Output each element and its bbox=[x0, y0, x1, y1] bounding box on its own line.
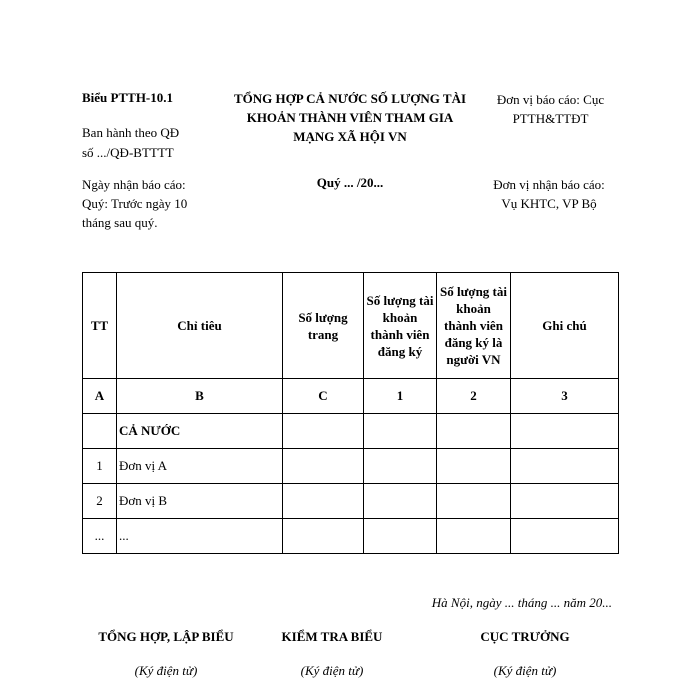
table-row bbox=[83, 519, 619, 554]
empty-cell bbox=[364, 519, 437, 554]
receive-date-line-1: Ngày nhận báo cáo: bbox=[82, 177, 186, 192]
empty-cell bbox=[511, 414, 619, 449]
report-table bbox=[82, 272, 619, 554]
row-name: Đơn vị B bbox=[117, 484, 283, 519]
empty-cell bbox=[364, 449, 437, 484]
code-cell: B bbox=[117, 379, 283, 414]
title-line-2: KHOẢN THÀNH VIÊN THAM GIA bbox=[246, 110, 454, 125]
signer-note-director: (Ký điện tử) bbox=[493, 663, 557, 678]
quarter-label: Quý ... /20... bbox=[316, 175, 384, 190]
header-indicator: Chỉ tiêu bbox=[117, 273, 283, 379]
empty-cell bbox=[511, 484, 619, 519]
row-name: CẢ NƯỚC bbox=[117, 414, 283, 449]
receive-date-note bbox=[82, 175, 232, 232]
signer-title-checker: KIỂM TRA BIỂU bbox=[281, 629, 383, 644]
table-header-row bbox=[83, 273, 619, 379]
column-code-row bbox=[83, 379, 619, 414]
header-vn-accounts: Số lượng tài khoản thành viên đăng ký là người VN bbox=[437, 273, 511, 379]
empty-cell bbox=[437, 519, 511, 554]
report-unit-line-2: PTTH&TTĐT bbox=[512, 111, 589, 126]
issued-line-1: Ban hành theo QĐ bbox=[82, 125, 180, 140]
header-page-count: Số lượng trang bbox=[283, 273, 364, 379]
empty-cell bbox=[364, 414, 437, 449]
signer-note-compiler: (Ký điện tử) bbox=[134, 663, 198, 678]
table-row bbox=[83, 449, 619, 484]
reporting-unit bbox=[488, 90, 613, 128]
table-row bbox=[83, 484, 619, 519]
empty-cell bbox=[283, 449, 364, 484]
form-code: Biểu PTTH-10.1 bbox=[82, 90, 174, 105]
code-cell: 2 bbox=[437, 379, 511, 414]
table-row bbox=[83, 414, 619, 449]
empty-cell bbox=[283, 414, 364, 449]
issued-by-note bbox=[82, 123, 232, 163]
row-tt bbox=[83, 414, 117, 449]
row-name: Đơn vị A bbox=[117, 449, 283, 484]
receive-unit-line-1: Đơn vị nhận báo cáo: bbox=[493, 177, 605, 192]
code-cell: 3 bbox=[511, 379, 619, 414]
code-cell: A bbox=[83, 379, 117, 414]
receiving-unit bbox=[480, 175, 618, 213]
empty-cell bbox=[283, 484, 364, 519]
report-unit-line-1: Đơn vị báo cáo: Cục bbox=[496, 92, 605, 107]
code-cell: 1 bbox=[364, 379, 437, 414]
empty-cell bbox=[437, 484, 511, 519]
signer-note-checker: (Ký điện tử) bbox=[300, 663, 364, 678]
empty-cell bbox=[283, 519, 364, 554]
receive-unit-line-2: Vụ KHTC, VP Bộ bbox=[501, 196, 597, 211]
empty-cell bbox=[511, 519, 619, 554]
row-name: ... bbox=[117, 519, 283, 554]
header-notes: Ghi chú bbox=[511, 273, 619, 379]
title-line-3: MẠNG XÃ HỘI VN bbox=[293, 129, 407, 144]
signer-title-director: CỤC TRƯỞNG bbox=[480, 629, 570, 644]
empty-cell bbox=[437, 449, 511, 484]
row-tt: 2 bbox=[83, 484, 117, 519]
code-cell: C bbox=[283, 379, 364, 414]
receive-date-line-3: tháng sau quý. bbox=[82, 215, 158, 230]
date-place: Hà Nội, ngày ... tháng ... năm 20... bbox=[431, 595, 612, 610]
receive-date-line-2: Quý: Trước ngày 10 bbox=[82, 196, 188, 211]
header-tt: TT bbox=[83, 273, 117, 379]
empty-cell bbox=[364, 484, 437, 519]
report-title bbox=[215, 89, 485, 146]
empty-cell bbox=[511, 449, 619, 484]
issued-line-2: số .../QĐ-BTTTT bbox=[82, 145, 174, 160]
signer-title-compiler: TỔNG HỢP, LẬP BIỂU bbox=[98, 629, 234, 644]
header-registered-accounts: Số lượng tài khoản thành viên đăng ký bbox=[364, 273, 437, 379]
row-tt: ... bbox=[83, 519, 117, 554]
row-tt: 1 bbox=[83, 449, 117, 484]
empty-cell bbox=[437, 414, 511, 449]
title-line-1: TỔNG HỢP CẢ NƯỚC SỐ LƯỢNG TÀI bbox=[233, 91, 467, 106]
